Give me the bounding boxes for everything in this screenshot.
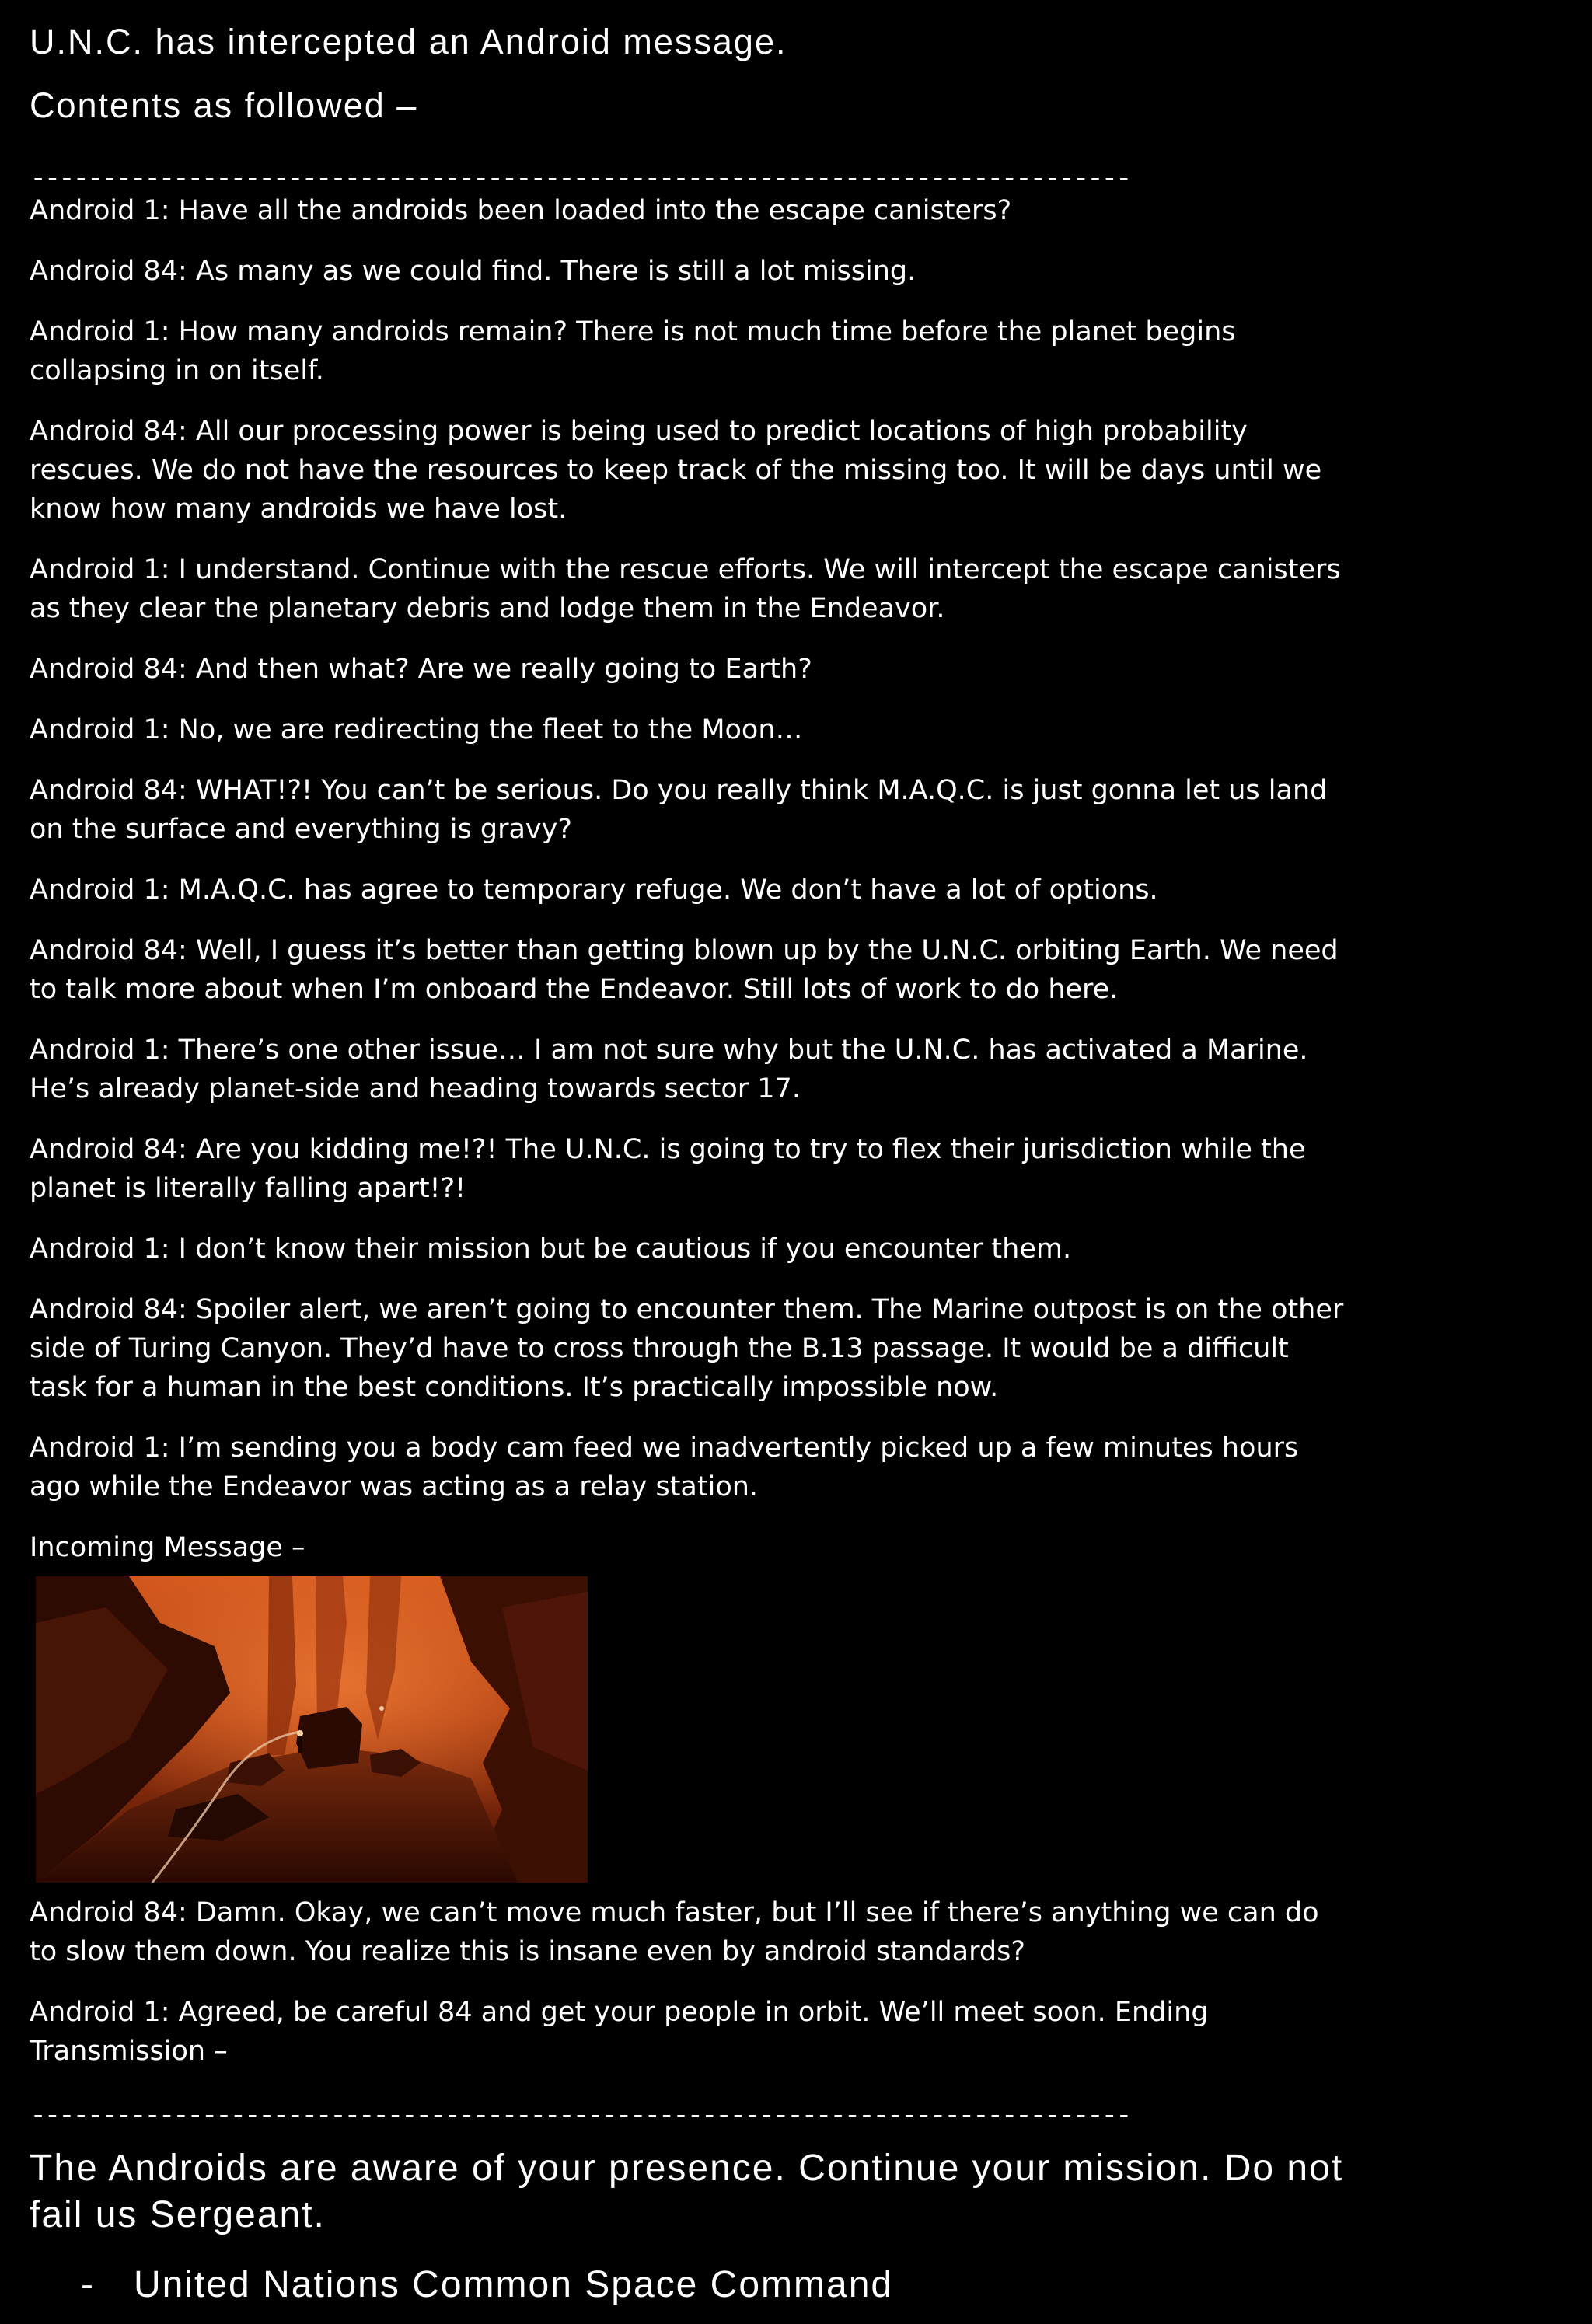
message-speaker: Android 84: [30,935,187,966]
message-text: How many androids remain? There is not much time before the planet begins collapsing in on itself. [30,316,1236,386]
message-speaker: Android 1: [30,874,170,906]
message-1 [30,191,1351,230]
message-speaker: Android 1: [30,1432,170,1464]
message-speaker: Android 1: [30,1234,170,1265]
message-text: I’m sending you a body cam feed we inadvertently picked up a few minutes hours ago while the Endeavor was acting as a relay station. [30,1432,1299,1502]
message-10 [30,931,1351,1009]
page-subtitle: Contents as followed – [30,85,418,125]
message-16 [30,1893,1351,1971]
body-cam-image [36,1576,588,1883]
message-text: M.A.Q.C. has agree to temporary refuge. We don’t have a lot of options. [169,874,1158,906]
message-11 [30,1031,1351,1108]
message-3 [30,312,1351,390]
message-text: WHAT!?! You can’t be serious. Do you really think M.A.Q.C. is just gonna let us land on the surface and everything is gravy? [30,775,1328,845]
message-text: All our processing power is being used to predict locations of high probability rescues. We do not have the resources to keep track of the missing too. It will be days until we know how many androids we have lost. [30,416,1322,525]
message-text: As many as we could find. There is still a lot missing. [187,256,916,287]
message-13 [30,1230,1351,1268]
divider-bottom: ----------------------------------------------------------------------------- [30,2100,1129,2129]
message-text: Have all the androids been loaded into the escape canisters? [169,195,1012,226]
divider-top: ----------------------------------------------------------------------------- [30,163,1129,192]
message-speaker: Android 84: [30,654,187,685]
message-text: I understand. Continue with the rescue efforts. We will intercept the escape canisters as they clear the planetary debris and lodge them in the Endeavor. [30,554,1341,624]
message-text: And then what? Are we really going to Earth? [187,654,812,685]
message-9 [30,871,1351,909]
message-text: No, we are redirecting the fleet to the Moon… [169,714,803,745]
message-speaker: Android 84: [30,775,187,806]
message-speaker: Android 1: [30,1035,170,1066]
message-speaker: Android 1: [30,1997,170,2028]
message-14 [30,1290,1351,1407]
message-speaker: Android 1: [30,195,170,226]
message-text: Well, I guess it’s better than getting blown up by the U.N.C. orbiting Earth. We need to talk more about when I’m onboard the Endeavor. Still lots of work to do here. [30,935,1339,1005]
message-speaker: Android 84: [30,256,187,287]
signature-dash: - [81,2264,95,2305]
canyon-scene [36,1576,588,1883]
message-8 [30,771,1351,849]
message-speaker: Android 1: [30,316,170,347]
signature-line [81,2263,893,2306]
message-text: Spoiler alert, we aren’t going to encounter them. The Marine outpost is on the other side of Turing Canyon. They’d have to cross through the B.13 passage. It would be a difficult task for a human in the best conditions. It’s practically impossible now. [30,1294,1344,1403]
message-speaker: Android 84: [30,1294,187,1325]
message-text: Damn. Okay, we can’t move much faster, but I’ll see if there’s anything we can do to slow them down. You realize this is insane even by android standards? [30,1897,1319,1967]
message-17 [30,1993,1351,2071]
message-6 [30,650,1351,689]
message-speaker: Android 1: [30,714,170,745]
incoming-message-label: Incoming Message – [30,1532,305,1563]
message-15 [30,1429,1351,1506]
message-text: I don’t know their mission but be cautious if you encounter them. [169,1234,1072,1265]
message-speaker: Android 84: [30,1134,187,1165]
message-12 [30,1130,1351,1208]
message-4 [30,412,1351,529]
message-7 [30,710,1351,749]
message-text: Agreed, be careful 84 and get your people in orbit. We’ll meet soon. Ending Transmission – [30,1997,1209,2067]
message-speaker: Android 84: [30,1897,187,1928]
message-speaker: Android 84: [30,416,187,447]
message-speaker: Android 1: [30,554,170,585]
message-2 [30,252,1351,291]
message-text: Are you kidding me!?! The U.N.C. is going to try to flex their jurisdiction while the planet is literally falling apart!?! [30,1134,1306,1204]
message-5 [30,550,1351,628]
page-title: U.N.C. has intercepted an Android message. [30,22,787,61]
message-text: There’s one other issue… I am not sure why but the U.N.C. has activated a Marine. He’s already planet-side and heading towards sector 17. [30,1035,1308,1104]
transcript [30,191,1351,2092]
signature: United Nations Common Space Command [134,2264,894,2305]
closing-message: The Androids are aware of your presence. Continue your mission. Do not fail us Sergeant. [30,2148,1344,2235]
